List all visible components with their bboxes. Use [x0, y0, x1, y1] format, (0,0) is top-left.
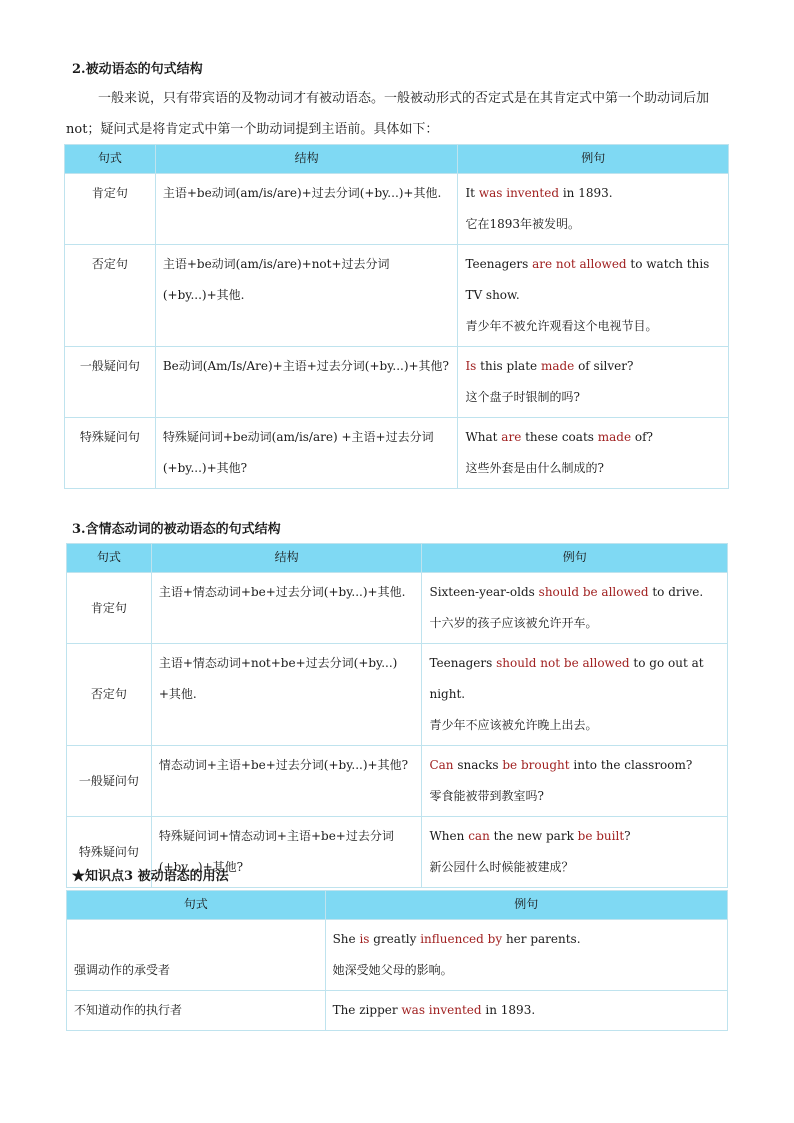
example-english	[465, 178, 721, 209]
passive-highlight: should be allowed	[538, 585, 649, 599]
sentence-type-cell: 肯定句	[67, 573, 152, 644]
example-english	[465, 422, 721, 453]
section4-heading: ★知识点3 被动语态的用法	[72, 869, 229, 884]
table-header-row	[67, 891, 728, 920]
example-cell	[458, 418, 729, 489]
example-text: When	[429, 829, 469, 843]
section2-heading: 2.被动语态的句式结构	[72, 62, 203, 77]
structure-cell: 情态动词+主语+be+过去分词(+by...)+其他?	[151, 746, 422, 817]
example-text: Sixteen-year-olds	[429, 585, 539, 599]
table-header-row	[67, 544, 728, 573]
structure-cell: 特殊疑问词+be动词(am/is/are) +主语+过去分词(+by...)+其他?	[155, 418, 458, 489]
section2-intro: 一般来说，只有带宾语的及物动词才有被动语态。一般被动形式的否定式是在其肯定式中第一个助动词后加not；疑问式是将肯定式中第一个助动词提到主语前。具体如下：	[66, 91, 710, 137]
example-chinese: 这个盘子时银制的吗?	[465, 390, 580, 404]
example-text: Teenagers	[429, 656, 497, 670]
example-chinese: 十六岁的孩子应该被允许开车。	[429, 616, 598, 630]
example-chinese: 它在1893年被发明。	[465, 217, 580, 231]
example-cell	[458, 245, 729, 347]
example-english	[429, 750, 720, 781]
structure-cell: 特殊疑问词+情态动词+主语+be+过去分词(+by...)+其他?	[151, 817, 422, 888]
example-chinese: 零食能被带到教室吗?	[429, 789, 544, 803]
sentence-type-cell: 一般疑问句	[65, 347, 156, 418]
example-text: in 1893.	[559, 186, 613, 200]
sentence-type-cell: 特殊疑问句	[67, 817, 152, 888]
example-text: of silver?	[574, 359, 634, 373]
example-english	[465, 249, 721, 311]
example-text: snacks	[453, 758, 503, 772]
sentence-type-cell: 否定句	[67, 644, 152, 746]
example-chinese: 青少年不被允许观看这个电视节目。	[465, 319, 658, 333]
example-cell	[422, 644, 728, 746]
passive-highlight: Is	[465, 359, 477, 373]
passive-highlight: are not allowed	[532, 257, 627, 271]
table-row	[67, 573, 728, 644]
section3-table	[66, 543, 728, 888]
table-row	[67, 746, 728, 817]
example-english	[429, 577, 720, 608]
passive-highlight: was invented	[401, 1003, 482, 1017]
table-row	[65, 418, 729, 489]
example-text: these coats	[521, 430, 598, 444]
example-chinese: 新公园什么时候能被建成？	[429, 860, 574, 874]
example-text: It	[465, 186, 479, 200]
structure-cell: 主语+情态动词+be+过去分词(+by...)+其他.	[151, 573, 422, 644]
header-type: 句式	[67, 891, 326, 920]
example-text: What	[465, 430, 502, 444]
header-example: 例句	[458, 145, 729, 174]
example-cell	[422, 817, 728, 888]
example-cell	[422, 746, 728, 817]
example-english	[465, 351, 721, 382]
passive-highlight: influenced by	[420, 932, 503, 946]
example-text: of?	[631, 430, 653, 444]
example-chinese: 这些外套是由什么制成的?	[465, 461, 604, 475]
example-english	[429, 648, 720, 710]
structure-cell: 主语+be动词(am/is/are)+not+过去分词(+by...)+其他.	[155, 245, 458, 347]
header-structure: 结构	[155, 145, 458, 174]
passive-highlight: are	[501, 430, 522, 444]
example-text: She	[332, 932, 360, 946]
table-row	[67, 991, 728, 1031]
example-text: to watch this TV show.	[465, 257, 710, 302]
passive-highlight: be built	[577, 829, 625, 843]
example-text: her parents.	[502, 932, 581, 946]
passive-highlight: Can	[429, 758, 454, 772]
example-cell	[458, 347, 729, 418]
table-row	[67, 920, 728, 991]
example-text: The zipper	[332, 1003, 402, 1017]
example-cell	[325, 991, 727, 1031]
example-text: ?	[624, 829, 631, 843]
sentence-type-cell: 强调动作的承受者	[67, 920, 326, 991]
passive-highlight: be brought	[502, 758, 570, 772]
example-english	[429, 821, 720, 852]
sentence-type-cell: 否定句	[65, 245, 156, 347]
passive-highlight: was invented	[478, 186, 560, 200]
section2-table	[64, 144, 729, 489]
example-chinese: 她深受她父母的影响。	[332, 963, 453, 977]
header-type: 句式	[67, 544, 152, 573]
table-row	[67, 644, 728, 746]
structure-cell: 主语+be动词(am/is/are)+过去分词(+by...)+其他.	[155, 174, 458, 245]
sentence-type-cell: 不知道动作的执行者	[67, 991, 326, 1031]
structure-cell: 主语+情态动词+not+be+过去分词(+by...) +其他.	[151, 644, 422, 746]
example-text: Teenagers	[465, 257, 533, 271]
example-english	[333, 995, 720, 1026]
example-cell	[458, 174, 729, 245]
passive-highlight: made	[597, 430, 632, 444]
table-header-row	[65, 145, 729, 174]
sentence-type-cell: 肯定句	[65, 174, 156, 245]
example-text: to drive.	[648, 585, 704, 599]
example-text: in 1893.	[481, 1003, 536, 1017]
passive-highlight: can	[468, 829, 490, 843]
example-cell	[325, 920, 727, 991]
example-chinese: 青少年不应该被允许晚上出去。	[429, 718, 598, 732]
table-row	[65, 174, 729, 245]
example-english	[333, 924, 720, 955]
header-type: 句式	[65, 145, 156, 174]
example-text: this plate	[476, 359, 541, 373]
passive-highlight: is	[359, 932, 370, 946]
structure-cell: Be动词(Am/Is/Are)+主语+过去分词(+by...)+其他?	[155, 347, 458, 418]
example-text: greatly	[369, 932, 421, 946]
header-structure: 结构	[151, 544, 422, 573]
table-row	[65, 347, 729, 418]
example-cell	[422, 573, 728, 644]
example-text: into the classroom?	[569, 758, 693, 772]
header-example: 例句	[325, 891, 727, 920]
sentence-type-cell: 特殊疑问句	[65, 418, 156, 489]
header-example: 例句	[422, 544, 728, 573]
section4-table	[66, 890, 728, 1031]
passive-highlight: made	[540, 359, 575, 373]
section3-heading: 3.含情态动词的被动语态的句式结构	[72, 522, 281, 537]
example-text: to go out at night.	[429, 656, 704, 701]
sentence-type-cell: 一般疑问句	[67, 746, 152, 817]
example-text: the new park	[489, 829, 578, 843]
table-row	[65, 245, 729, 347]
passive-highlight: should not be allowed	[496, 656, 630, 670]
